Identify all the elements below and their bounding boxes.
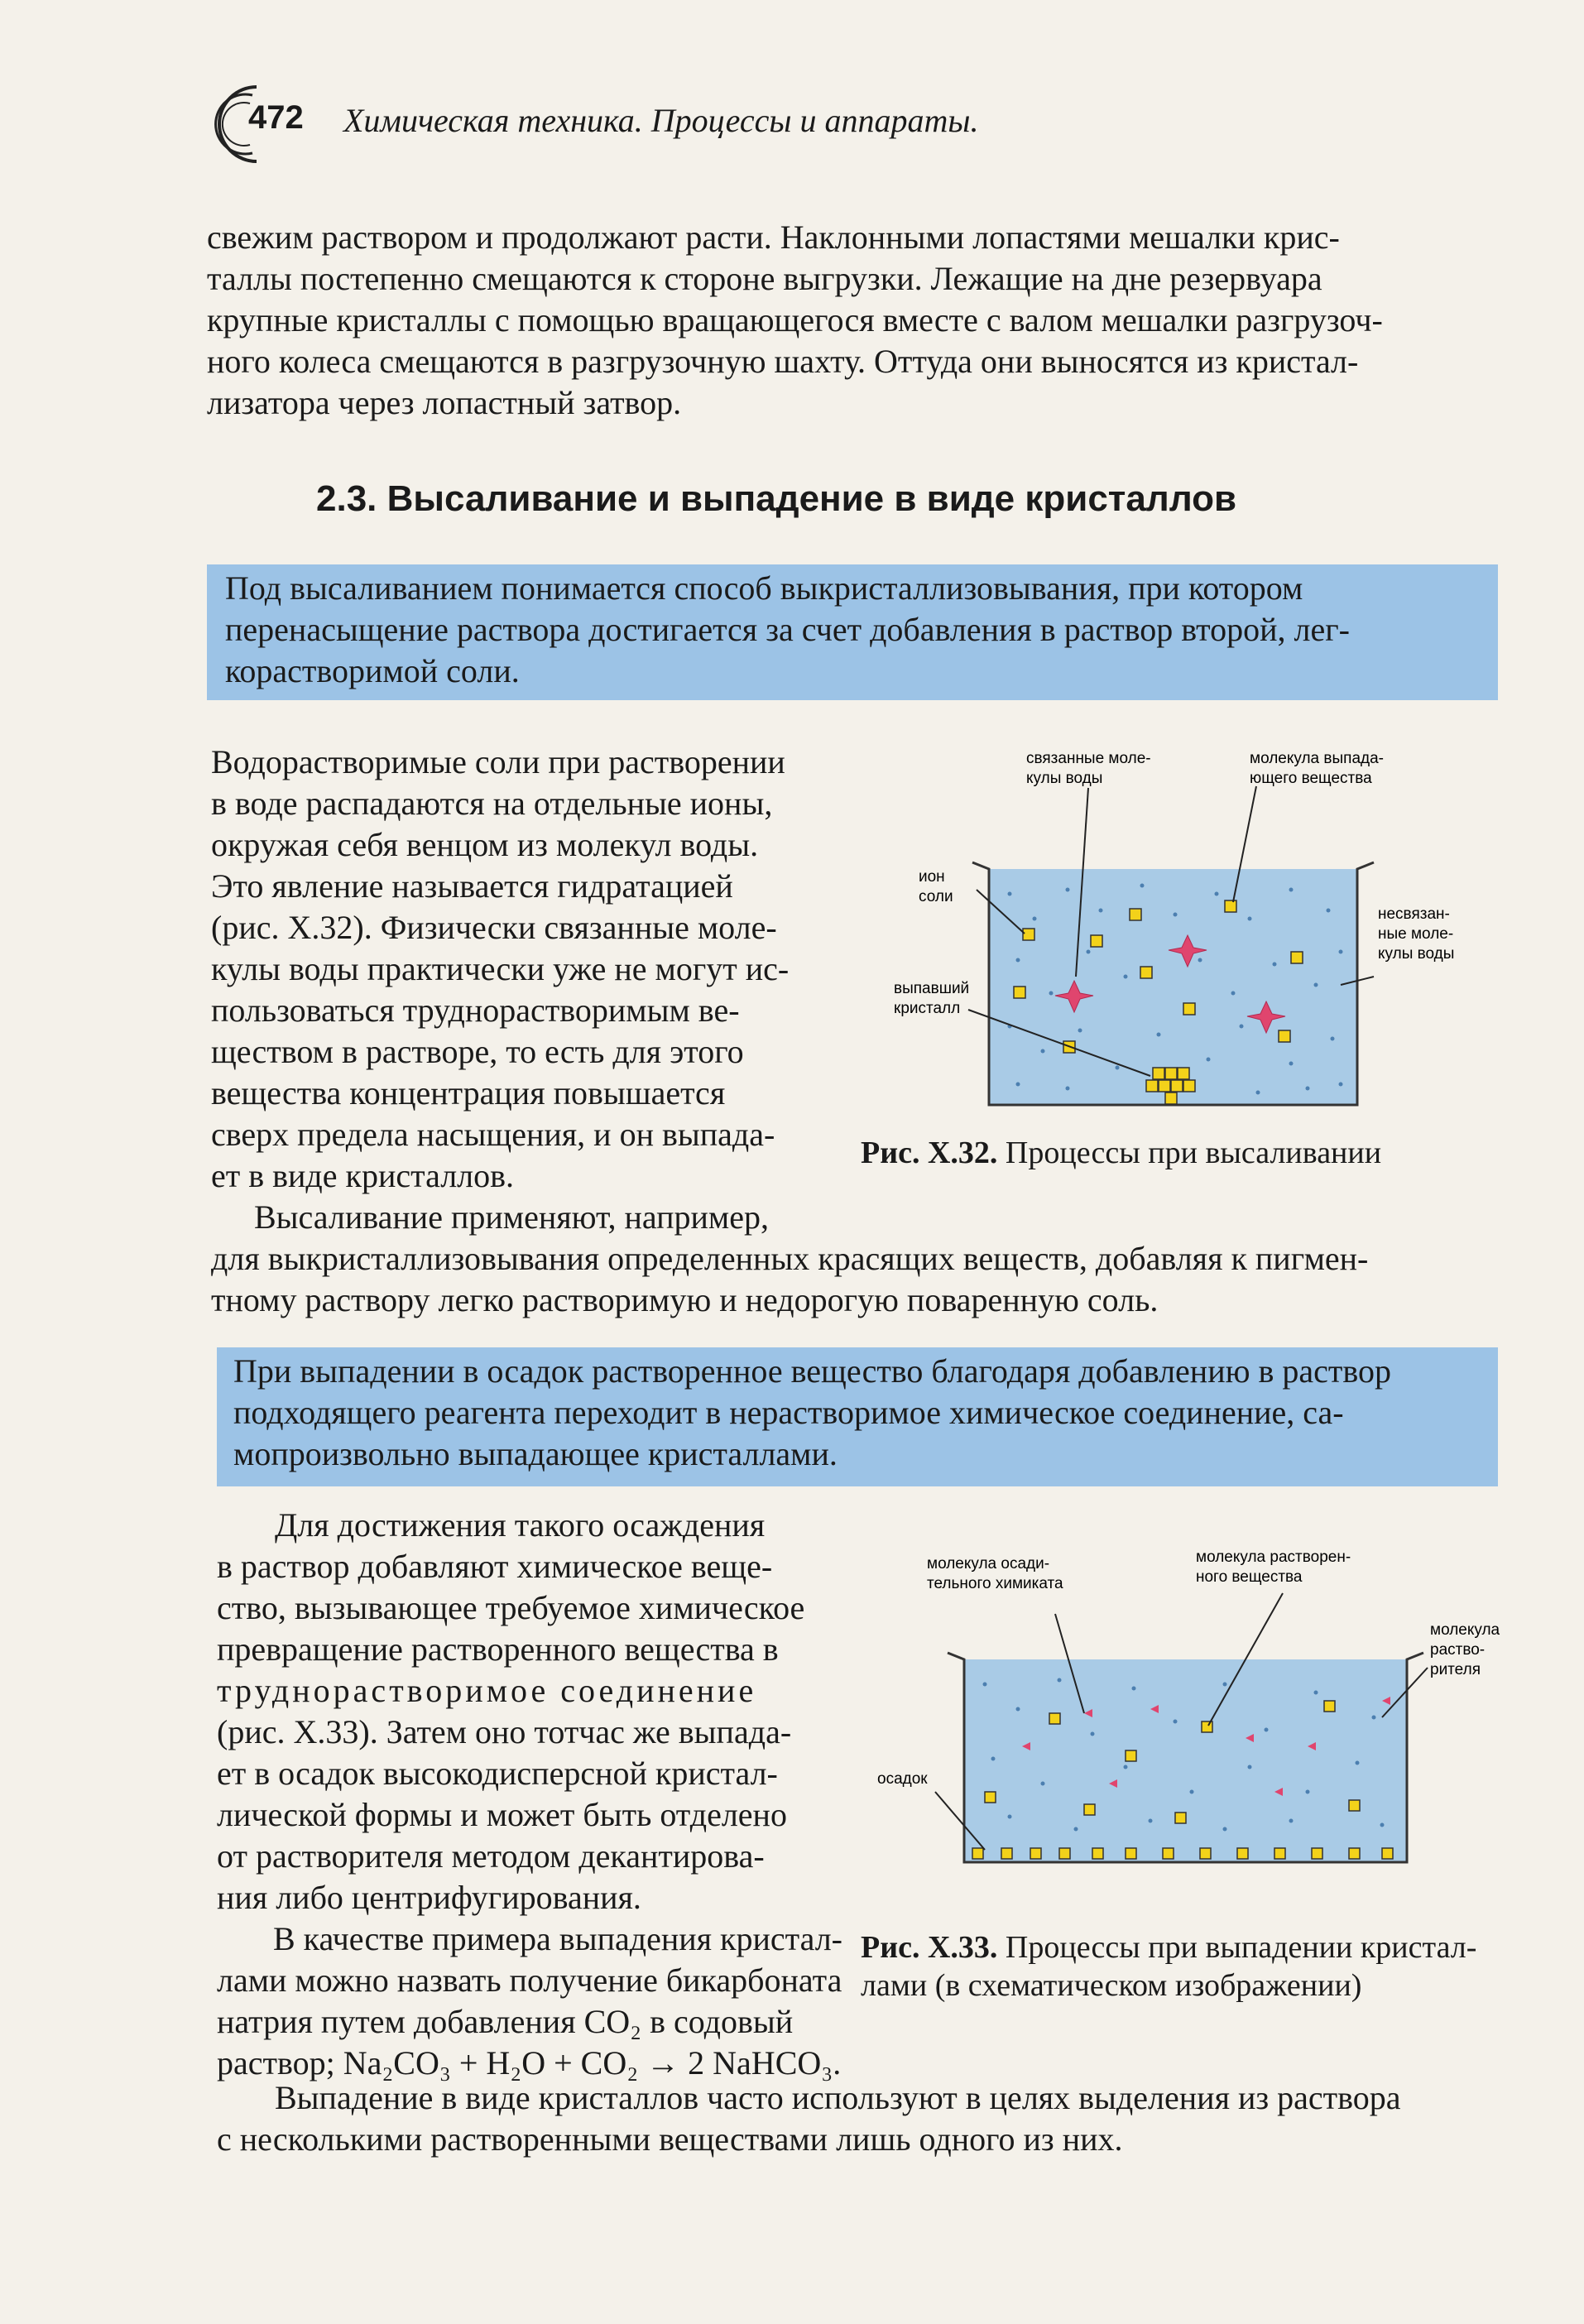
label-unbound-water: несвязан-ные моле-кулы воды <box>1378 905 1455 963</box>
label-bound-water: связанные моле-кулы воды <box>1026 750 1151 787</box>
caption-text: Процессы при выпадении кристал- лами (в схематическом изображении) <box>861 1930 1477 2003</box>
text-line: в воде распадаются на отдельные ионы, <box>211 785 773 822</box>
label-precipitating-molecule: молекула выпада-ющего вещества <box>1250 750 1384 787</box>
text-line: перенасыщение раствора достигается за счет добавления в раствор второй, лег- <box>225 611 1350 648</box>
text-line: лизатора через лопастный затвор. <box>207 384 682 421</box>
text-line: в раствор добавляют химическое веще- <box>217 1548 773 1585</box>
text-line: тному раствору легко растворимую и недорогую поваренную соль. <box>211 1281 1159 1318</box>
figure-x32 <box>877 745 1473 1175</box>
text-line: для выкристаллизовывания определенных красящих веществ, добавляя к пигмен- <box>211 1240 1369 1277</box>
caption-text: Процессы при высаливании <box>1005 1136 1382 1170</box>
section-title: 2.3. Высаливание и выпадение в виде кристаллов <box>316 478 1237 519</box>
running-title: Химическая техника. Процессы и аппараты. <box>343 102 979 139</box>
text-line: ет в виде кристаллов. <box>211 1157 514 1194</box>
text-line: ство, вызывающее требуемое химическое <box>217 1589 805 1626</box>
text-line: вещества концентрация повышается <box>211 1074 726 1112</box>
caption-number: Рис. X.32. <box>861 1136 998 1170</box>
label-precipitant-molecule: молекула осади-тельного химиката <box>927 1555 1063 1592</box>
text-line: Высаливание применяют, например, <box>254 1198 769 1236</box>
figure-x33-caption <box>861 1928 1490 2005</box>
text-line: Водорастворимые соли при растворении <box>211 743 785 780</box>
text-line: крупные кристаллы с помощью вращающегося вместе с валом мешалки разгрузоч- <box>207 301 1383 339</box>
text-line: лами можно назвать получение бикарбоната <box>217 1961 842 1999</box>
text-line: кулы воды практически уже не могут ис- <box>211 950 790 987</box>
text-line: лической формы и может быть отделено <box>217 1796 787 1833</box>
text-line: с несколькими растворенными веществами лишь одного из них. <box>217 2120 1123 2158</box>
text-line: Это явление называется гидратацией <box>211 867 733 905</box>
text-line: пользоваться труднорастворимым ве- <box>211 992 740 1029</box>
text-line: В качестве примера выпадения кристал- <box>273 1920 842 1957</box>
text-line: труднорастворимое соединение <box>217 1672 757 1709</box>
label-ions: ион соли <box>919 868 953 905</box>
text-line: окружая себя венцом из молекул воды. <box>211 826 759 863</box>
figure-x32-caption <box>861 1134 1381 1172</box>
text-line: раствор; Na₂CO₃ + H₂O + CO₂ → 2 NaHCO₃. <box>217 2044 842 2082</box>
text-line: от растворителя методом декантирова- <box>217 1837 765 1875</box>
text-line: сверх предела насыщения, и он выпада- <box>211 1116 775 1153</box>
hydration-paragraph <box>211 742 840 1197</box>
text-line: мопроизвольно выпадающее кристаллами. <box>233 1435 838 1472</box>
text-line: ния либо центрифугирования. <box>217 1879 641 1916</box>
precipitation-paragraph <box>217 1505 846 1918</box>
tank-liquid <box>964 1659 1407 1862</box>
text-line: натрия путем добавления CO₂ в содовый <box>217 2003 794 2040</box>
label-precipitated-crystal: выпавший кристалл <box>894 980 970 1017</box>
text-line: Под высаливанием понимается способ выкристаллизовывания, при котором <box>225 569 1303 607</box>
text-line: таллы постепенно смещаются к стороне выгрузки. Лежащие на дне резервуара <box>207 260 1322 297</box>
example-paragraph <box>217 1918 846 2084</box>
text-line: (рис. X.32). Физически связанные моле- <box>211 909 777 946</box>
label-dissolved-molecule: молекула растворен-ного вещества <box>1196 1549 1351 1586</box>
text-line: превращение растворенного вещества в <box>217 1630 779 1668</box>
text-line: При выпадении в осадок растворенное вещество благодаря добавлению в раствор <box>233 1352 1391 1390</box>
text-line: подходящего реагента переходит в нерастворимое химическое соединение, са- <box>233 1394 1344 1431</box>
text-line: Выпадение в виде кристаллов часто используют в целях выделения из раствора <box>275 2079 1401 2116</box>
figure-x33 <box>877 1544 1500 1916</box>
text-line: ществом в растворе, то есть для этого <box>211 1033 744 1070</box>
salting-use-paragraph <box>211 1197 1494 1321</box>
text-line: (рис. X.33). Затем оно тотчас же выпада- <box>217 1713 792 1750</box>
intro-paragraph <box>207 217 1481 424</box>
text-line: свежим раствором и продолжают расти. Наклонными лопастями мешалки крис- <box>207 218 1340 256</box>
text-line: Для достижения такого осаждения <box>275 1506 766 1544</box>
caption-number: Рис. X.33. <box>861 1930 998 1965</box>
label-solvent-molecule: молекула раство-рителя <box>1430 1621 1500 1678</box>
definition-text <box>225 568 1350 692</box>
final-paragraph <box>217 2077 1500 2160</box>
label-sediment: осадок <box>877 1770 928 1788</box>
text-line: корастворимой соли. <box>225 652 520 689</box>
definition-text <box>233 1351 1391 1475</box>
text-line: ет в осадок высокодисперсной кристал- <box>217 1755 778 1792</box>
text-line: ного колеса смещаются в разгрузочную шахту. Оттуда они выносятся из кристал- <box>207 343 1359 380</box>
page-number: 472 <box>248 99 304 136</box>
